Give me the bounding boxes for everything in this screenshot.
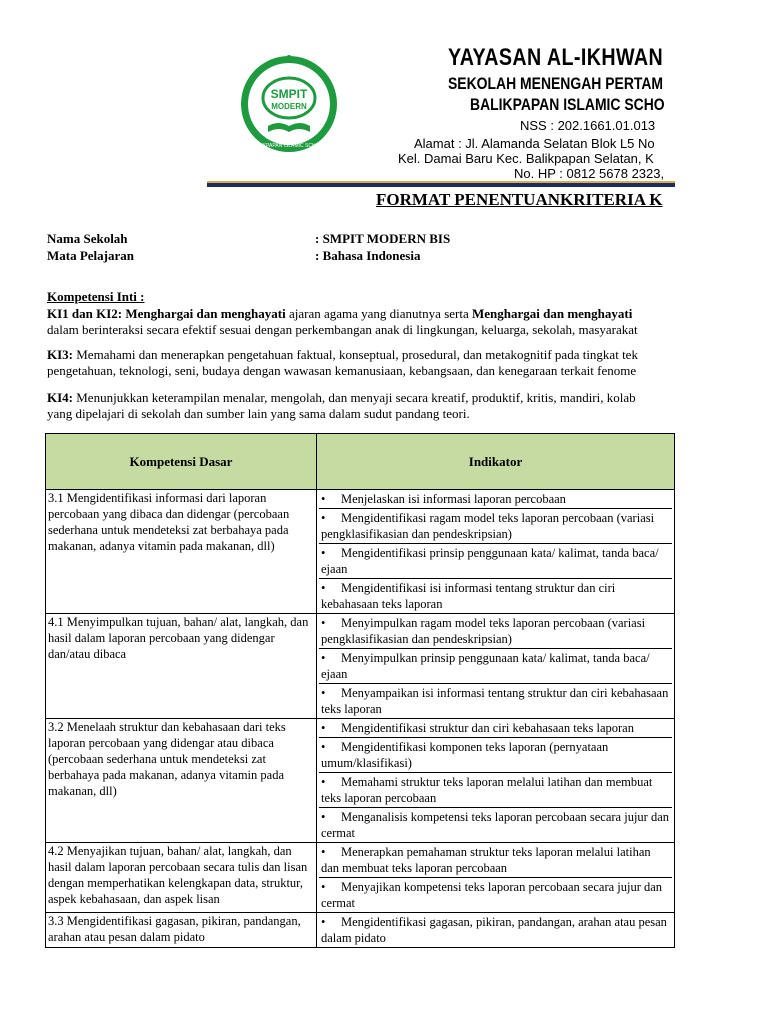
column-header-kompetensi-dasar: Kompetensi Dasar <box>46 434 317 490</box>
bullet-icon: • <box>321 686 326 700</box>
bullet-icon: • <box>321 880 326 894</box>
indicator-item <box>319 843 672 878</box>
ki3-line2: pengetahuan, teknologi, seni, budaya dengan wawasan kemanusiaan, kebangsaan, dan kenegaraan terkait fenome <box>47 363 637 378</box>
ki12-bold1: Menghargai dan menghayati <box>125 306 286 321</box>
table-row <box>46 719 675 843</box>
indicator-text: Menerapkan pemahaman struktur teks laporan melalui latihan dan membuat teks laporan percobaan <box>321 845 651 875</box>
column-header-indikator: Indikator <box>317 434 675 490</box>
ki12-line2: dalam berinteraksi secara efektif sesuai dengan perkembangan anak di lingkungan, keluarga, sekolah, masyarakat <box>47 322 638 337</box>
document-title: FORMAT PENENTUANKRITERIA K <box>376 190 663 209</box>
indicator-text: Mengidentifikasi ragam model teks laporan percobaan (variasi pengklasifikasian dan pendeskripsian) <box>321 511 655 541</box>
indikator-cell <box>317 913 675 948</box>
indicator-text: Mengidentifikasi prinsip penggunaan kata/ kalimat, tanda baca/ ejaan <box>321 546 659 576</box>
ki12-text1: ajaran agama yang dianutnya serta <box>288 306 469 321</box>
kompetensi-inti-heading: Kompetensi Inti : <box>47 289 145 304</box>
foundation-name: YAYASAN AL-IKHWAN <box>448 44 664 71</box>
indikator-cell <box>317 490 675 614</box>
indikator-cell <box>317 843 675 913</box>
school-name-line1: SEKOLAH MENENGAH PERTAM <box>448 74 664 93</box>
school-name-line2: BALIKPAPAN ISLAMIC SCHO <box>470 95 665 114</box>
indicator-item <box>319 808 672 842</box>
indicator-item <box>319 544 672 579</box>
indicator-item <box>319 773 672 808</box>
indicator-item <box>319 738 672 773</box>
kompetensi-dasar-cell: 3.1 Mengidentifikasi informasi dari laporan percobaan yang dibaca dan didengar (percobaan sederhana untuk mendeteksi zat berbahaya pada makanan, adanya vitamin pada makanan, dll) <box>46 490 317 614</box>
subject-value: : Bahasa Indonesia <box>315 248 421 263</box>
indicator-item <box>319 579 672 613</box>
bullet-icon: • <box>321 511 326 525</box>
bullet-icon: • <box>321 546 326 560</box>
nss-number: NSS : 202.1661.01.013 <box>520 118 656 133</box>
school-value: : SMPIT MODERN BIS <box>315 231 451 246</box>
indicator-item <box>319 614 672 649</box>
indicator-item <box>319 913 672 947</box>
indikator-cell <box>317 719 675 843</box>
logo-text-top: SMPIT <box>270 87 308 101</box>
indicator-text: Menyajikan kompetensi teks laporan percobaan secara jujur dan cermat <box>321 880 663 910</box>
address-line3: No. HP : 0812 5678 2323, <box>514 166 665 181</box>
ki12-paragraph <box>47 306 638 338</box>
logo-text-bottom: MODERN <box>271 102 307 111</box>
table-row <box>46 490 675 614</box>
bullet-icon: • <box>321 651 326 665</box>
ki12-label: KI1 dan KI2: <box>47 306 123 321</box>
bullet-icon: • <box>321 915 326 929</box>
table-row <box>46 913 675 948</box>
ki4-paragraph <box>47 390 636 422</box>
indicator-text: Menyimpulkan prinsip penggunaan kata/ kalimat, tanda baca/ ejaan <box>321 651 650 681</box>
ki3-paragraph <box>47 347 638 379</box>
indicator-text: Menjelaskan isi informasi laporan percobaan <box>341 492 566 506</box>
ki12-bold2: Menghargai dan menghayati <box>471 306 633 321</box>
indicator-item <box>319 719 672 738</box>
indicator-text: Memahami struktur teks laporan melalui latihan dan membuat teks laporan percobaan <box>321 775 653 805</box>
subject-label: Mata Pelajaran <box>47 248 135 263</box>
indicator-text: Mengidentifikasi komponen teks laporan (pernyataan umum/klasifikasi) <box>321 740 609 770</box>
bullet-icon: • <box>321 492 326 506</box>
indicator-text: Menganalisis kompetensi teks laporan percobaan secara jujur dan cermat <box>321 810 670 840</box>
letterhead-rule-navy <box>207 183 675 187</box>
kompetensi-dasar-cell: 4.2 Menyajikan tujuan, bahan/ alat, langkah, dan hasil dalam laporan percobaan secara tulis dan lisan dengan memperhatikan kelengkapan data, struktur, aspek kebahasaan, dan aspek lisan <box>46 843 317 913</box>
indicator-text: Mengidentifikasi isi informasi tentang struktur dan ciri kebahasaan teks laporan <box>321 581 616 611</box>
ki4-label: KI4: <box>47 390 73 405</box>
indicator-item <box>319 490 672 509</box>
logo-ring-text: BALIKPAPAN ISLAMIC SCHOOL <box>251 143 327 149</box>
bullet-icon: • <box>321 721 326 735</box>
table-row <box>46 843 675 913</box>
bullet-icon: • <box>321 740 326 754</box>
kompetensi-dasar-cell: 3.2 Menelaah struktur dan kebahasaan dari teks laporan percobaan yang didengar atau dibaca (percobaan sederhana untuk mendeteksi zat berbahaya pada makanan, adanya vitamin pada makanan, dll) <box>46 719 317 843</box>
table-row <box>46 614 675 719</box>
indicator-text: Menyimpulkan ragam model teks laporan percobaan (variasi pengklasifikasian dan pendeskripsian) <box>321 616 646 646</box>
school-label: Nama Sekolah <box>47 231 128 246</box>
address-line2: Kel. Damai Baru Kec. Balikpapan Selatan, K <box>398 151 654 166</box>
bullet-icon: • <box>321 810 326 824</box>
address-line1: Alamat : Jl. Alamanda Selatan Blok L5 No <box>414 136 655 151</box>
indicator-item <box>319 684 672 718</box>
indikator-cell <box>317 614 675 719</box>
bullet-icon: • <box>321 616 326 630</box>
competency-table <box>45 433 675 948</box>
kompetensi-dasar-cell: 3.3 Mengidentifikasi gagasan, pikiran, pandangan, arahan atau pesan dalam pidato <box>46 913 317 948</box>
kompetensi-dasar-cell: 4.1 Menyimpulkan tujuan, bahan/ alat, langkah, dan hasil dalam laporan percobaan yang didengar dan/atau dibaca <box>46 614 317 719</box>
bullet-icon: • <box>321 775 326 789</box>
indicator-text: Mengidentifikasi struktur dan ciri kebahasaan teks laporan <box>341 721 634 735</box>
indicator-text: Mengidentifikasi gagasan, pikiran, pandangan, arahan atau pesan dalam pidato <box>321 915 667 945</box>
ki3-label: KI3: <box>47 347 73 362</box>
indicator-item <box>319 509 672 544</box>
bullet-icon: • <box>321 845 326 859</box>
ki3-line1: Memahami dan menerapkan pengetahuan faktual, konseptual, prosedural, dan metakognitif pada tingkat tek <box>76 347 638 362</box>
indicator-item <box>319 878 672 912</box>
bullet-icon: • <box>321 581 326 595</box>
indicator-item <box>319 649 672 684</box>
indicator-text: Menyampaikan isi informasi tentang struktur dan ciri kebahasaan teks laporan <box>321 686 669 716</box>
ki4-line1: Menunjukkan keterampilan menalar, mengolah, dan menyaji secara kreatif, produktif, kritis, mandiri, kolab <box>76 390 636 405</box>
ki4-line2: yang dipelajari di sekolah dan sumber lain yang sama dalam sudut pandang teori. <box>47 406 470 421</box>
